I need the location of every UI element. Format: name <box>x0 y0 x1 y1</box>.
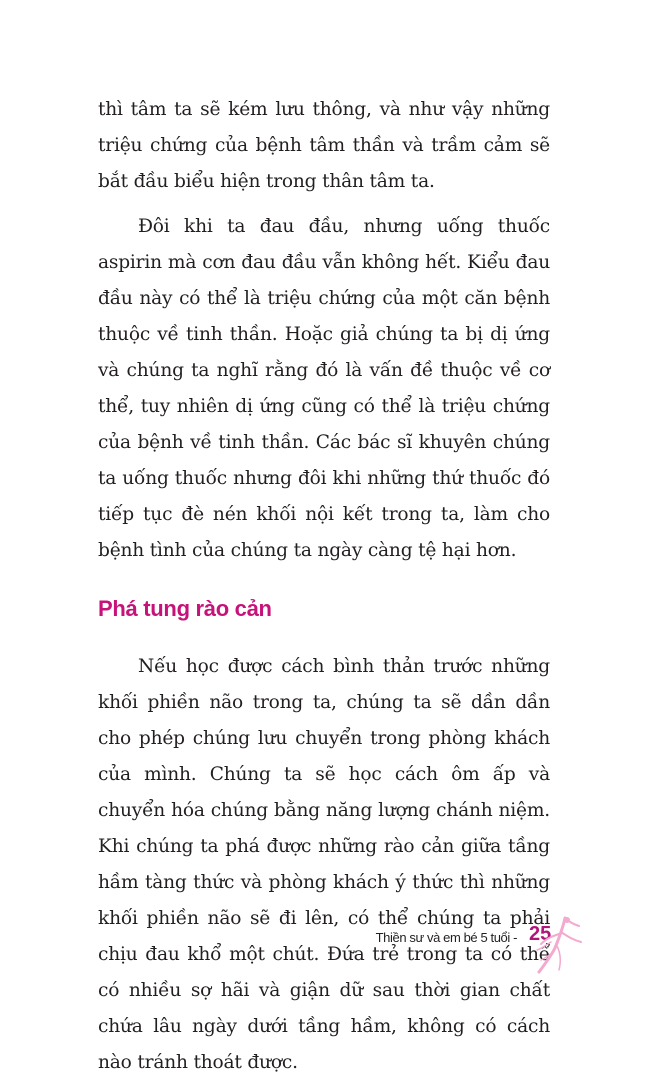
section-heading: Phá tung rào cản <box>98 596 272 621</box>
paragraph-continued: thì tâm ta sẽ kém lưu thông, và như vậy những triệu chứng của bệnh tâm thần và trầm cảm sẽ bắt đầu biểu hiện trong thân tâm ta. <box>98 99 550 192</box>
paragraph-headache: Đôi khi ta đau đầu, nhưng uống thuốc aspirin mà cơn đau đầu vẫn không hết. Kiểu đau đầu này có thể là triệu chứng của một căn bệnh thuộc về tinh thần. Hoặc giả chúng ta bị dị ứng và chúng ta nghĩ rằng đó là vấn đề thuộc về cơ thể, tuy nhiên dị ứng cũng có thể là triệu chứng của bệnh về tinh thần. Các bác sĩ khuyên chúng ta uống thuốc nhưng đôi khi những thứ thuốc đó tiếp tục đè nén khối nội kết trong ta, làm cho bệnh tình của chúng ta ngày càng tệ hại hơn. <box>98 216 550 561</box>
pink-brushstroke-figure-icon <box>535 914 585 976</box>
paragraph-breaking-barriers: Nếu học được cách bình thản trước những khối phiền não trong ta, chúng ta sẽ dần dần cho phép chúng lưu chuyển trong phòng khách của mình. Chúng ta sẽ học cách ôm ấp và chuyển hóa chúng bằng năng lượng chánh niệm. Khi chúng ta phá được những rào cản giữa tầng hầm tàng thức và phòng khách ý thức thì những khối phiền não sẽ đi lên, có thể chúng ta phải chịu đau khổ một chút. Đứa trẻ trong ta có thể có nhiều sợ hãi và giận dữ sau thời gian chất chứa lâu ngày dưới tầng hầm, không có cách nào tránh thoát được. <box>98 656 550 1073</box>
page-number: 25 <box>529 923 552 945</box>
footer-book-title: Thiền sư và em bé 5 tuổi - <box>375 930 517 945</box>
page-footer <box>0 918 646 978</box>
